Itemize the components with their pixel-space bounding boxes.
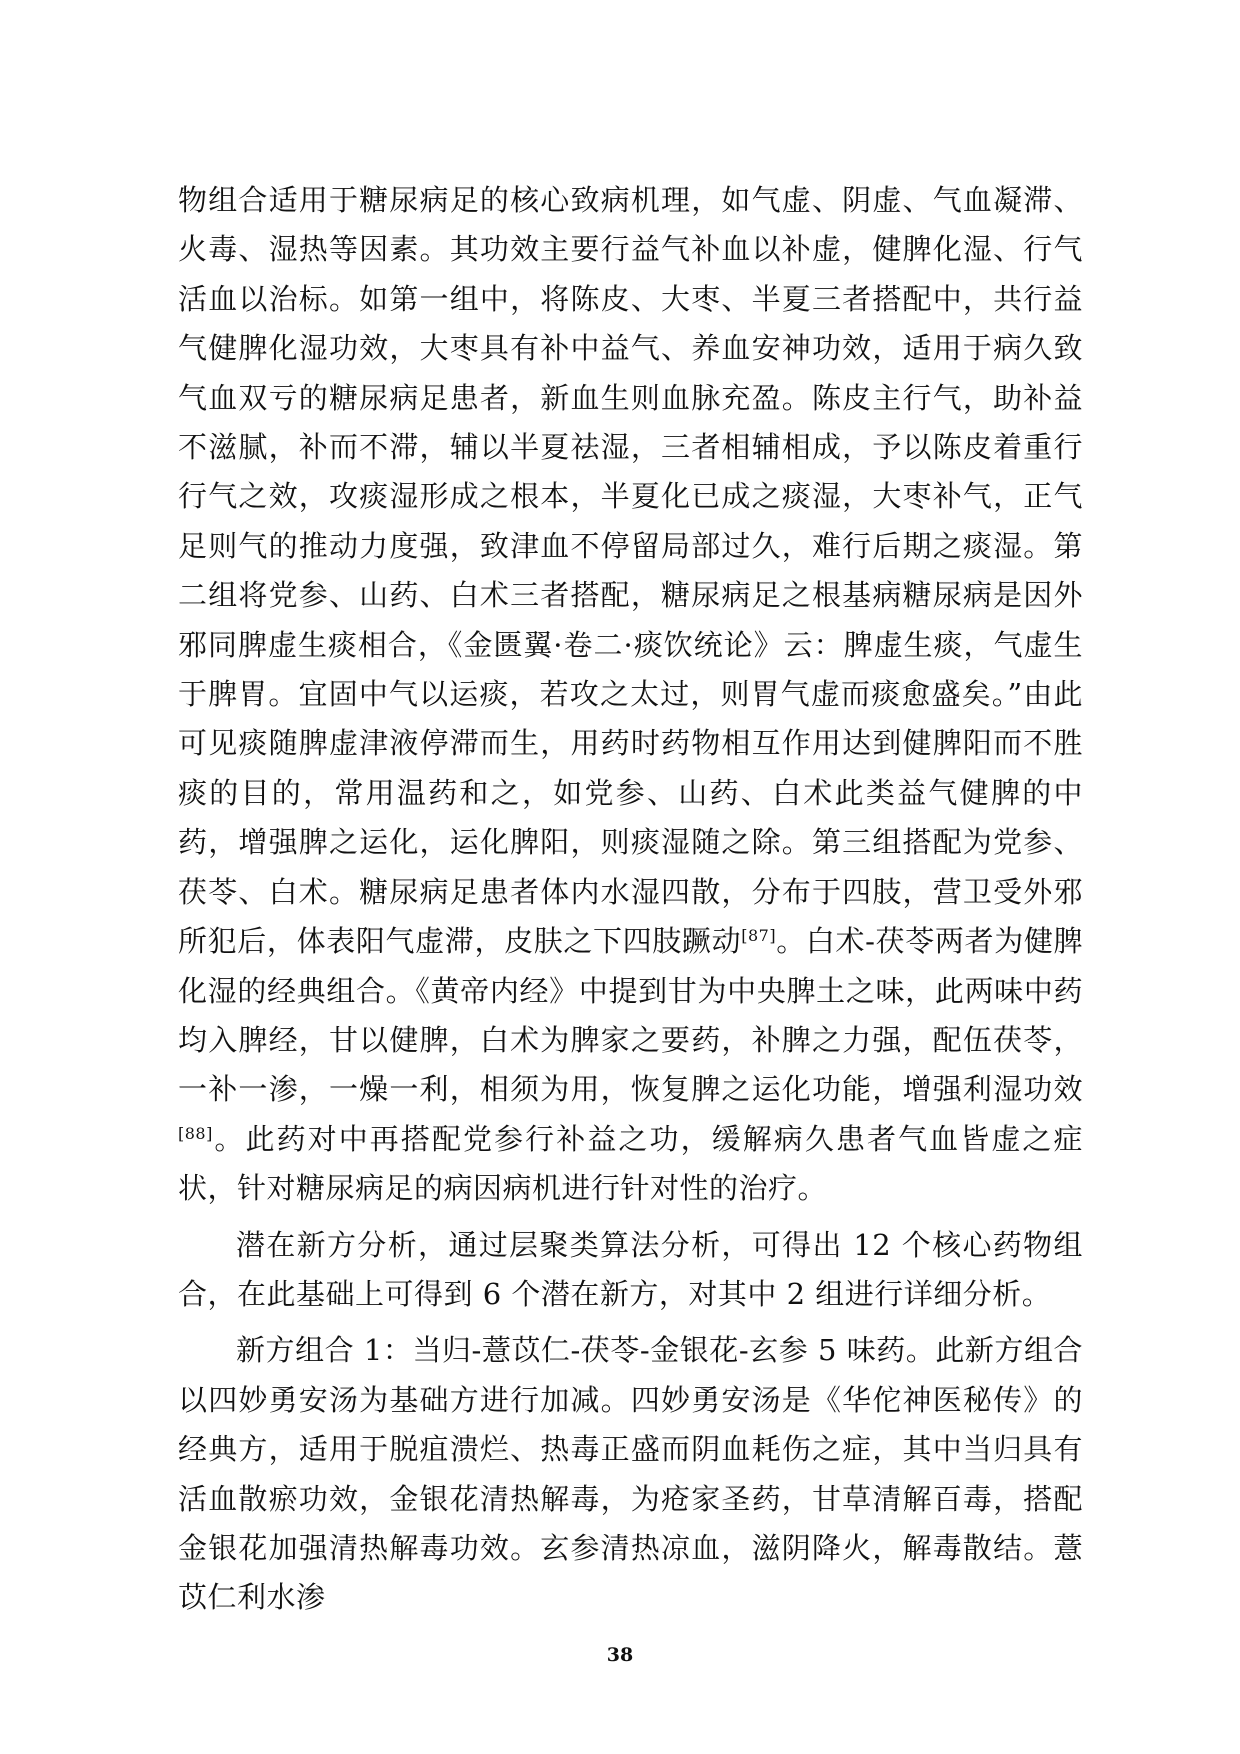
- citation-reference: [87]: [741, 926, 777, 946]
- paragraph-text: 新方组合 1：当归-薏苡仁-茯苓-金银花-玄参 5 味药。此新方组合以四妙勇安汤为基础方进行加减。四妙勇安汤是《华佗神医秘传》的经典方，适用于脱疽溃烂、热毒正盛而阴血耗伤之症，其中当归具有活血散瘀功效，金银花清热解毒，为疮家圣药，甘草清解百毒，搭配金银花加强清热解毒功效。玄参清热凉血，滋阴降火，解毒散结。薏苡仁利水渗: [178, 1333, 1083, 1615]
- paragraph-new-prescription-1: [178, 1326, 1083, 1622]
- page-number: 38: [606, 1644, 634, 1666]
- paragraph-text: 。白术-茯苓两者为健脾化湿的经典组合。《黄帝内经》中提到甘为中央脾土之味，此两味中药均入脾经，甘以健脾，白术为脾家之要药，补脾之力强，配伍茯苓，一补一渗，一燥一利，相须为用，恢复脾之运化功能，增强利湿功效: [178, 924, 1083, 1107]
- paragraph-text: 。此药对中再搭配党参行补益之功，缓解病久患者气血皆虚之症状，针对糖尿病足的病因病机进行针对性的治疗。: [178, 1121, 1083, 1206]
- citation-reference: [88]: [178, 1123, 213, 1143]
- paragraph-new-prescription-analysis: [178, 1221, 1083, 1320]
- body-text: [178, 176, 1083, 1623]
- paragraph-text: 物组合适用于糖尿病足的核心致病机理，如气虚、阴虚、气血凝滞、火毒、湿热等因素。其功效主要行益气补血以补虚，健脾化湿、行气活血以治标。如第一组中，将陈皮、大枣、半夏三者搭配中，共行益气健脾化湿功效，大枣具有补中益气、养血安神功效，适用于病久致气血双亏的糖尿病足患者，新血生则血脉充盈。陈皮主行气，助补益不滋腻，补而不滞，辅以半夏祛湿，三者相辅相成，予以陈皮着重行行气之效，攻痰湿形成之根本，半夏化已成之痰湿，大枣补气，正气足则气的推动力度强，致津血不停留局部过久，难行后期之痰湿。第二组将党参、山药、白术三者搭配，糖尿病足之根基病糖尿病是因外邪同脾虚生痰相合，《金匮翼·卷二·痰饮统论》云：脾虚生痰，气虚生于脾胃。宜固中气以运痰，若攻之太过，则胃气虚而痰愈盛矣。”由此可见痰随脾虚津液停滞而生，用药时药物相互作用达到健脾阳而不胜痰的目的，常用温药和之，如党参、山药、白术此类益气健脾的中药，增强脾之运化，运化脾阳，则痰湿随之除。第三组搭配为党参、茯苓、白术。糖尿病足患者体内水湿四散，分布于四肢，营卫受外邪所犯后，体表阳气虚滞，皮肤之下四肢蹶动: [178, 183, 1083, 959]
- paragraph-text: 潜在新方分析，通过层聚类算法分析，可得出 12 个核心药物组合，在此基础上可得到 6 个潜在新方，对其中 2 组进行详细分析。: [178, 1227, 1083, 1311]
- paragraph-herb-group-analysis: [178, 176, 1083, 1214]
